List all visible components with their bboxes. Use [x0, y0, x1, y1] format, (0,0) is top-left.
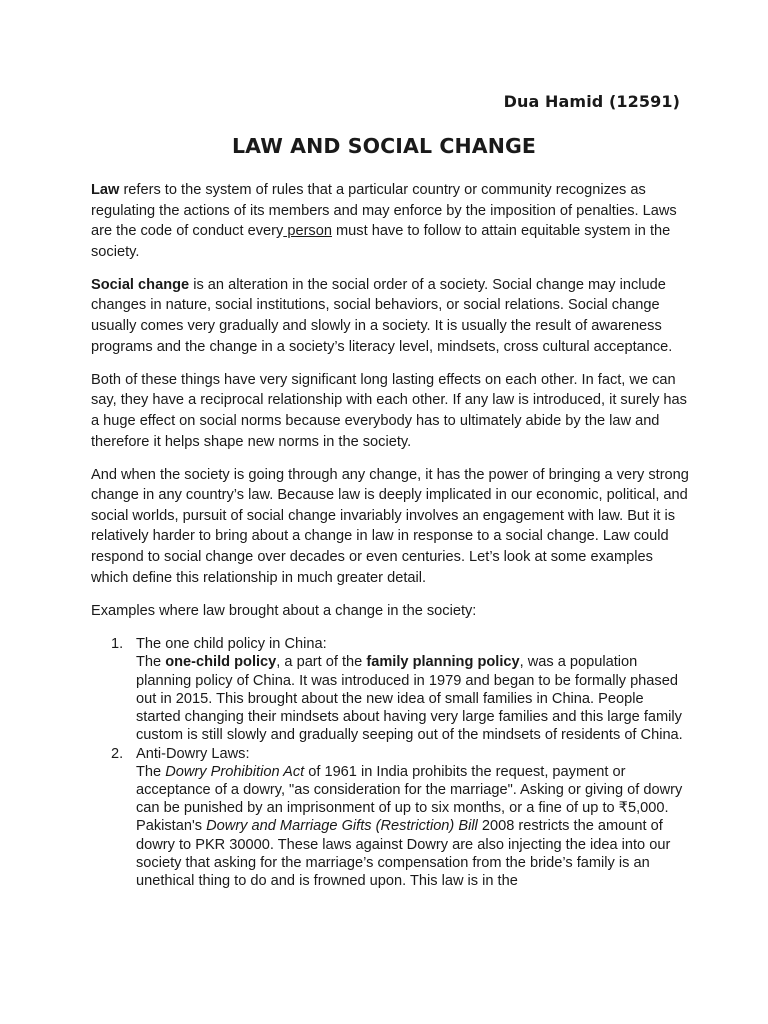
document-title: LAW AND SOCIAL CHANGE: [231, 134, 536, 158]
list-item-text: , was a population planning policy of China. It was introduced in 1979 and began to be formally phased out in 2015. This brought about the new idea of small families in China. People started changing their mindsets about having very large families and this large family custom is still slowly and gradually seeping out of the mindsets of residents of China.: [136, 654, 683, 744]
paragraph-text: refers to the system of rules that a particular country or community recognizes as regulating the actions of its members and may enforce by the imposition of penalties. Laws are the code of conduct every: [91, 182, 677, 240]
document-body: [91, 180, 691, 890]
term-social-change: Social change: [91, 276, 190, 293]
term-law: Law: [91, 182, 120, 198]
list-item: [91, 745, 691, 891]
list-item-text: of 1961 in India prohibits the request, payment or acceptance of a dowry, "as consideration for the marriage". Asking or giving of dowry can be punished by an imprisonment of up to six months, or a fine of up to ₹5,000. Pakistan's: [136, 763, 683, 835]
paragraph-examples-intro: Examples where law brought about a change in the society:: [91, 602, 477, 619]
list-item-title: The one child policy in China:: [136, 636, 327, 653]
list-number: 2.: [111, 745, 124, 762]
paragraph-law-definition: [91, 180, 691, 262]
list-item-text: The: [136, 654, 166, 671]
underlined-word: person: [283, 223, 332, 240]
author-line: Dua Hamid (12591): [503, 92, 680, 111]
bold-term: one-child policy: [165, 654, 277, 671]
list-number: 1.: [111, 636, 124, 653]
paragraph-text: is an alteration in the social order of a society. Social change may include changes in nature, social institutions, social behaviors, or social relations. Social change usually comes very gradually and slowly in a society. It is usually the result of awareness programs and the change in a society’s literacy level, mindsets, cross cultural acceptance.: [91, 276, 673, 355]
list-item-text: The: [136, 763, 166, 780]
paragraph-social-change-definition: [91, 275, 691, 357]
list-item-title: Anti-Dowry Laws:: [136, 745, 250, 762]
paragraph-society-change: And when the society is going through any change, it has the power of bringing a very strong change in any country’s law. Because law is deeply implicated in our economic, political, and social worlds, pursuit of social change invariably involves an engagement with law. But it is relatively harder to bring about a change in law in response to a social change. Law could respond to social change over decades or even centuries. Let’s look at some examples which define this relationship in much greater detail.: [91, 466, 689, 586]
paragraph-text: must have to follow to attain equitable system in the society.: [91, 223, 671, 260]
list-item-text: 2008 restricts the amount of dowry to PKR 30000. These laws against Dowry are also injecting the idea into our society that asking for the marriage’s compensation from the bride’s family is an unethical thing to do and is frowned upon. This law is in the: [136, 818, 671, 889]
italic-term: Dowry Prohibition Act: [165, 763, 305, 780]
bold-term: family planning policy: [366, 654, 520, 671]
paragraph-relationship: Both of these things have very significant long lasting effects on each other. In fact, we can say, they have a reciprocal relationship with each other. If any law is introduced, it surely has a huge effect on social norms because everybody has to ultimately abide by the law and therefore it helps shape new norms in the society.: [91, 371, 687, 450]
list-item: [91, 635, 691, 744]
italic-term: Dowry and Marriage Gifts (Restriction) Bill: [206, 818, 478, 835]
list-item-text: , a part of the: [276, 654, 367, 671]
examples-list: [91, 635, 691, 890]
